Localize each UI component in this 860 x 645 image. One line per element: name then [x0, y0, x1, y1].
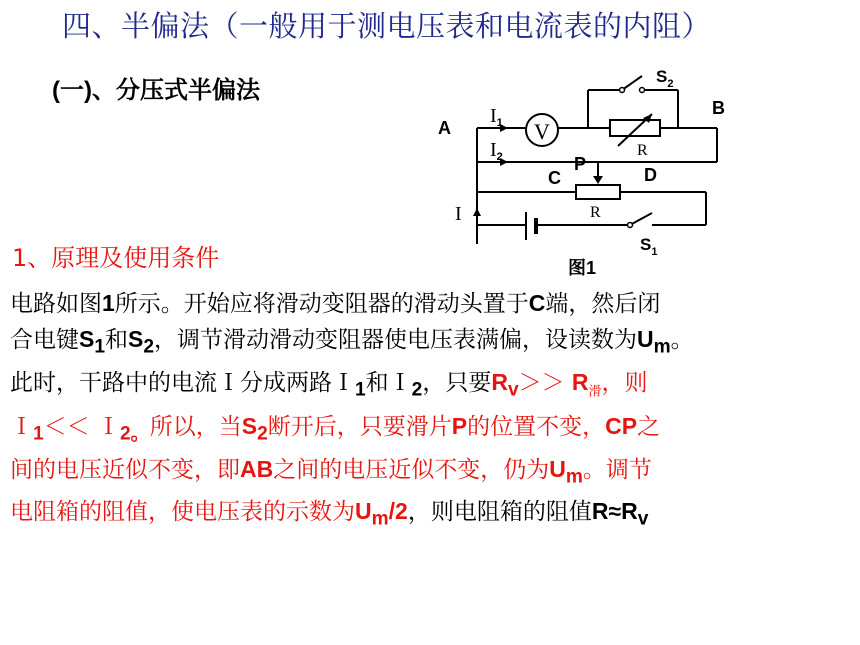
paragraph-line-2: 合电键$S_1$和$S_2$，调节滑动滑动变阻器使电压表满偏，设读数为$U_m$。: [10, 326, 694, 358]
node-b: B: [712, 98, 725, 118]
label-i1: $I_1$: [490, 105, 503, 129]
subtitle-number: (一): [52, 77, 92, 104]
label-i2: $I_2$: [490, 139, 503, 163]
switch-s2-label: $S_2$: [656, 67, 674, 90]
node-a: A: [438, 118, 451, 138]
explanation-paragraph: [10, 286, 855, 537]
rheostat-label: R: [590, 204, 601, 221]
subtitle-text: 、分压式半偏法: [91, 76, 260, 104]
subtitle: [52, 70, 260, 105]
paragraph-line-5: 间的电压近似不变，即AB之间的电压近似不变，仍为$U_m$。调节: [10, 455, 652, 488]
node-c: C: [548, 168, 561, 188]
node-d: D: [644, 165, 657, 185]
paragraph-line-3: 此时，干路中的电流Ｉ分成两路Ｉ$_1$和Ｉ$_2$，只要$R_v>> R_滑$，则: [10, 368, 648, 401]
label-i: I: [455, 203, 462, 225]
figure-caption: 图1: [568, 258, 597, 278]
paragraph-line-6: 电阻箱的阻值，使电压表的示数为$U_m/2$，则电阻箱的阻值$R\approx R_v$: [10, 498, 649, 530]
voltmeter-label: V: [534, 119, 550, 144]
paragraph-line-1: 电路如图1所示。开始应将滑动变阻器的滑动头置于C端，然后闭: [10, 290, 661, 317]
node-p: P: [574, 154, 587, 174]
switch-s1-label: $S_1$: [640, 235, 658, 258]
slide-title: 四、半偏法（一般用于测电压表和电流表的内阻）: [62, 9, 712, 43]
paragraph-line-4: Ｉ$_1$＜＜ Ｉ$_{2。}$所以，当$S_2$断开后，只要滑片P的位置不变，CP之: [10, 413, 661, 445]
section-heading: 1、原理及使用条件: [12, 244, 220, 272]
circuit-diagram: [430, 60, 750, 280]
resistance-box-label: R: [637, 142, 648, 159]
